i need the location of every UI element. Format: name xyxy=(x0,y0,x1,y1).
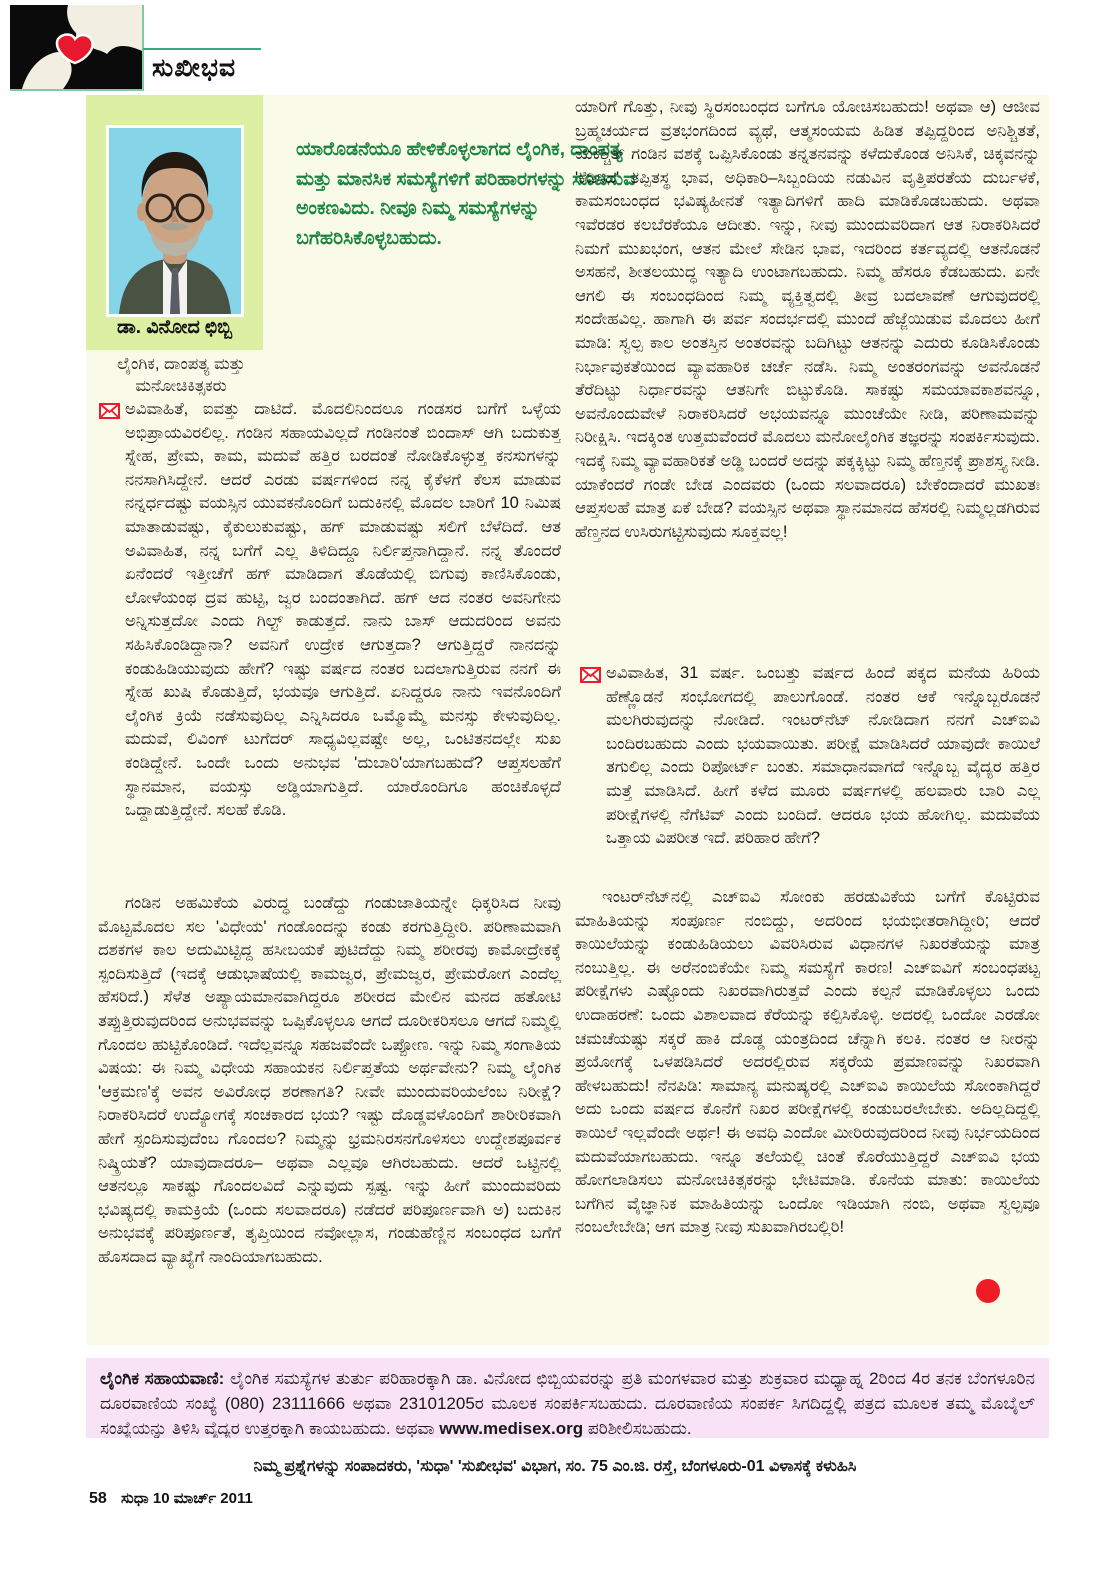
kiss-silhouette-icon xyxy=(10,5,142,89)
helpline-box xyxy=(86,1358,1049,1438)
kissing-couple-heart-art xyxy=(10,5,144,91)
answer-1-part-2: ಯಾರಿಗೆ ಗೊತ್ತು, ನೀವು ಸ್ಥಿರಸಂಬಂಧದ ಬಗೆಗೂ ಯೋಚಿಸಬಹುದು! ಅಥವಾ ಆ) ಆಜೀವ ಬ್ರಹ್ಮಚರ್ಯದ ವ್ರತಭಂಗದಿಂದ ವ್ಯಥೆ, ಆತ್ಮಸಂಯಮ ಹಿಡಿತ ತಪ್ಪಿದ್ದರಿಂದ ಅನಿಶ್ಚಿತತೆ, ಯಕಶ್ಚಿತ್ ಗಂಡಿನ ವಶಕ್ಕೆ ಒಪ್ಪಿಸಿಕೊಂಡು ತನ್ನತನವನ್ನು ಕಳೆದುಕೊಂಡ ಅನಿಸಿಕೆ, ಚಿಕ್ಕವನನ್ನು 'ಕೆಡಿಸಿದ' ತಪ್ಪಿತಸ್ಥ ಭಾವ, ಅಧಿಕಾರಿ–ಸಿಬ್ಬಂದಿಯ ನಡುವಿನ ವೃತ್ತಿಪರತೆಯ ದುರ್ಬಳಕೆ, ಕಾಮಸಂಬಂಧದ ಭವಿಷ್ಯಹೀನತೆ ಇತ್ಯಾದಿಗಳಿಗೆ ಹಾದಿ ಮಾಡಿಕೊಡಬಹುದು. ಅಥವಾ ಇವೆರಡರ ಕಲಬೆರಕೆಯೂ ಆದೀತು. ಇನ್ನು, ನೀವು ಮುಂದುವರಿದಾಗ ಆತ ನಿರಾಕರಿಸಿದರೆ ನಿಮಗೆ ಮುಖಭಂಗ, ಆತನ ಮೇಲೆ ಸೇಡಿನ ಭಾವ, ಇದರಿಂದ ಕರ್ತವ್ಯದಲ್ಲಿ ಆತನೊಡನೆ ಅಸಹನೆ, ಶೀತಲಯುದ್ಧ ಇತ್ಯಾದಿ ಉಂಟಾಗಬಹುದು. ನಿಮ್ಮ ಹೆಸರೂ ಕೆಡಬಹುದು. ಏನೇ ಆಗಲಿ ಈ ಸಂಬಂಧದಿಂದ ನಿಮ್ಮ ವ್ಯಕ್ತಿತ್ವದಲ್ಲಿ ತೀವ್ರ ಬದಲಾವಣೆ ಆಗುವುದರಲ್ಲಿ ಸಂದೇಹವಿಲ್ಲ. ಹಾಗಾಗಿ ಈ ಪರ್ವ ಸಂದರ್ಭದಲ್ಲಿ ಮುಂದೆ ಹೆಜ್ಜೆಯಿಡುವ ಮೊದಲು ಹೀಗೆ ಮಾಡಿ: ಸ್ವಲ್ಪ ಕಾಲ ಅಂತಸ್ತಿನ ಅಂತರವನ್ನು ಬದಿಗಿಟ್ಟು ಆತನನ್ನು ಎದುರು ಕೂಡಿಸಿಕೊಂಡು ನಿರ್ಭಾವುಕತೆಯಿಂದ ವ್ಯಾವಹಾರಿಕ ಚರ್ಚೆ ನಡೆಸಿ. ನಿಮ್ಮ ಅಂತರಂಗವನ್ನು ಅವನೊಡನೆ ತೆರೆದಿಟ್ಟು ನಿರ್ಧಾರವನ್ನು ಆತನಿಗೇ ಬಿಟ್ಟುಕೊಡಿ. ಸಾಕಷ್ಟು ಸಮಯಾವಕಾಶವನ್ನೂ, ಅವನೊಂದುವೇಳೆ ನಿರಾಕರಿಸಿದರೆ ಅಭಯವನ್ನೂ ಮುಂಚೆಯೇ ನೀಡಿ, ಪರಿಣಾಮವನ್ನು ನಿರೀಕ್ಷಿಸಿ. ಇದಕ್ಕಿಂತ ಉತ್ತಮವೆಂದರೆ ಮೊದಲು ಮನೋಲೈಂಗಿಕ ತಜ್ಞರನ್ನು ಸಂಪರ್ಕಿಸುವುದು. ಇದಕ್ಕೆ ನಿಮ್ಮ ವ್ಯಾವಹಾರಿಕತೆ ಅಡ್ಡಿ ಬಂದರೆ ಅದನ್ನು ಪಕ್ಕಕ್ಕಿಟ್ಟು ನಿಮ್ಮ ಹೆಣ್ತನಕ್ಕೆ ಪ್ರಾಶಸ್ತ್ಯ ನೀಡಿ. ಯಾಕೆಂದರೆ ಗಂಡೇ ಬೇಡ ಎಂದವರು (ಒಂದು ಸಲವಾದರೂ) ಬೇಕೆಂದಾದರೆ ಮುಖತಃ ಆಪ್ತಸಲಹೆ ಮಾತ್ರ ಏಕೆ ಬೇಡ? ವಯಸ್ಸಿನ ಅಥವಾ ಸ್ಥಾನಮಾನದ ಹೆಸರಲ್ಲಿ ನಿಮ್ಮಲ್ಲಡಗಿರುವ ಹೆಣ್ತನದ ಉಸಿರುಗಟ್ಟಿಸುವುದು ಸೂಕ್ತವಲ್ಲ! xyxy=(575,98,1040,541)
author-credentials-line2: ಮನೋಚಿಕಿತ್ಸಕರು xyxy=(135,377,227,395)
helpline-url: www.medisex.org xyxy=(439,1419,584,1438)
page-title: ಸುಖೀಭವ xyxy=(152,54,237,82)
author-credentials xyxy=(86,353,276,397)
helpline-text: ಲೈಂಗಿಕ ಸಮಸ್ಯೆಗಳ ತುರ್ತು ಪರಿಹಾರಕ್ಕಾಗಿ ಡಾ. ವಿನೋದ ಛಿಬ್ಬಿಯವರನ್ನು ಪ್ರತಿ ಮಂಗಳವಾರ ಮತ್ತು ಶುಕ್ರವಾರ ಮಧ್ಯಾಹ್ನ 2ರಿಂದ 4ರ ತನಕ ಬೆಂಗಳೂರಿನ ದೂರವಾಣಿಯ ಸಂಖ್ಯೆ (080) 23111666 ಅಥವಾ 23101205ರ ಮೂಲಕ ಸಂಪರ್ಕಿಸಬಹುದು. ದೂರವಾಣಿಯ ಸಂಪರ್ಕ ಸಿಗದಿದ್ದಲ್ಲಿ ಪತ್ರದ ಮೂಲಕ ತಮ್ಮ ಮೊಬೈಲ್ ಸಂಖ್ಯೆಯನ್ನು ತಿಳಿಸಿ ವೈದ್ಯರ ಉತ್ತರಕ್ಕಾಗಿ ಕಾಯಬಹುದು. ಅಥವಾ xyxy=(100,1369,1035,1438)
author-photo-box xyxy=(86,95,263,350)
article-end-red-dot xyxy=(976,1279,1000,1303)
portrait-illustration xyxy=(109,128,241,314)
title-rule xyxy=(143,48,261,50)
author-name: ಡಾ. ವಿನೋದ ಛಿಬ್ಬಿ xyxy=(116,317,233,338)
column-intro-text: ಯಾರೊಡನೆಯೂ ಹೇಳಿಕೊಳ್ಳಲಾಗದ ಲೈಂಗಿಕ, ದಾಂಪತ್ಯ ಮತ್ತು ಮಾನಸಿಕ ಸಮಸ್ಯೆಗಳಿಗೆ ಪರಿಹಾರಗಳನ್ನು ಸೂಚಿಸುವ ಅಂಕಣವಿದು. ನೀವೂ ನಿಮ್ಮ ಸಮಸ್ಯೆಗಳನ್ನು ಬಗೆಹರಿಸಿಕೊಳ್ಳಬಹುದು. xyxy=(296,139,636,249)
page-footer xyxy=(89,1490,253,1508)
helpline-text-after: ಪರಿಶೀಲಿಸಬಹುದು. xyxy=(587,1419,692,1438)
question-1: ಅವಿವಾಹಿತೆ, ಐವತ್ತು ದಾಟಿದೆ. ಮೊದಲಿನಿಂದಲೂ ಗಂಡಸರ ಬಗೆಗೆ ಒಳ್ಳೆಯ ಅಭಿಪ್ರಾಯವಿರಲಿಲ್ಲ. ಗಂಡಿನ ಸಹಾಯವಿಲ್ಲದೆ ಗಂಡಿನಂತೆ ಬಿಂದಾಸ್ ಆಗಿ ಬದುಕುತ್ತ ಸ್ನೇಹ, ಪ್ರೇಮ, ಕಾಮ, ಮದುವೆ ಹತ್ತಿರ ಬರದಂತೆ ನೋಡಿಕೊಳ್ಳುತ್ತ ಕನಸುಗಳನ್ನು ನನಸಾಗಿಸಿದ್ದೇನೆ. ಆದರೆ ಎರಡು ವರ್ಷಗಳಿಂದ ನನ್ನ ಕೈಕೆಳಗೆ ಕೆಲಸ ಮಾಡುವ ನನ್ನರ್ಧದಷ್ಟು ವಯಸ್ಸಿನ ಯುವಕನೊಂದಿಗೆ ಬದುಕಿನಲ್ಲಿ ಮೊದಲ ಬಾರಿಗೆ 10 ನಿಮಿಷ ಮಾತಾಡುವಷ್ಟು, ಕೈಕುಲುಕುವಷ್ಟು, ಹಗ್ ಮಾಡುವಷ್ಟು ಸಲಿಗೆ ಬೆಳೆದಿದೆ. ಆತ ಅವಿವಾಹಿತ, ನನ್ನ ಬಗೆಗೆ ಎಲ್ಲ ತಿಳಿದಿದ್ದೂ ನಿರ್ಲಿಪ್ತನಾಗಿದ್ದಾನೆ. ನನ್ನ ತೊಂದರೆ ಏನೆಂದರೆ ಇತ್ತೀಚೆಗೆ ಹಗ್ ಮಾಡಿದಾಗ ತೊಡೆಯಲ್ಲಿ ಬಿಗುವು ಕಾಣಿಸಿಕೊಂಡು, ಲೋಳೆಯಂಥ ದ್ರವ ಹುಟ್ಟಿ, ಜ್ವರ ಬಂದಂತಾಗಿದೆ. ಹಗ್ ಆದ ನಂತರ ಅವನಿಗೇನು ಅನ್ನಿಸುತ್ತದೋ ಎಂದು ಗಿಲ್ಟ್ ಕಾಡುತ್ತದೆ. ನಾನು ಬಾಸ್ ಆದುದರಿಂದ ಅವನು ಸಹಿಸಿಕೊಂಡಿದ್ದಾನಾ? ಅವನಿಗೆ ಉದ್ರೇಕ ಆಗುತ್ತದಾ? ಆಗುತ್ತಿದ್ದರೆ ನಾನದನ್ನು ಕಂಡುಹಿಡಿಯುವುದು ಹೇಗೆ? ಇಷ್ಟು ವರ್ಷದ ನಂತರ ಬದಲಾಗುತ್ತಿರುವ ನನಗೆ ಈ ಸ್ನೇಹ ಖುಷಿ ಕೊಡುತ್ತಿದೆ, ಭಯವೂ ಆಗುತ್ತಿದೆ. ಏನಿದ್ದರೂ ನಾನು ಇವನೊಂದಿಗೆ ಲೈಂಗಿಕ ಕ್ರಿಯೆ ನಡೆಸುವುದಿಲ್ಲ ಎನ್ನಿಸಿದರೂ ಒಮ್ಮೊಮ್ಮೆ ಮನಸ್ಸು ಕೇಳುವುದಿಲ್ಲ. ಮದುವೆ, ಲಿವಿಂಗ್ ಟುಗೆದರ್ ಸಾಧ್ಯವಿಲ್ಲವಷ್ಟೇ ಅಲ್ಲ, ಒಂಟಿತನದಲ್ಲೇ ಸುಖ ಕಂಡಿದ್ದೇನೆ. ಒಂದೇ ಒಂದು ಅನುಭವ 'ದುಬಾರಿ'ಯಾಗಬಹುದೆ? ಆಪ್ತಸಲಹೆಗೆ ಸ್ಥಾನಮಾನ, ವಯಸ್ಸು ಅಡ್ಡಿಯಾಗುತ್ತಿದೆ. ಯಾರೊಂದಿಗೂ ಹಂಚಿಕೊಳ್ಳದೆ ಒದ್ದಾಡುತ್ತಿದ್ದೇನೆ. ಸಲಹೆ ಕೊಡಿ. xyxy=(125,400,561,820)
article-body xyxy=(86,95,1049,1345)
editor-address-line: ನಿಮ್ಮ ಪ್ರಶ್ನೆಗಳನ್ನು ಸಂಪಾದಕರು, 'ಸುಧಾ' 'ಸುಖೀಭವ' ವಿಭಾಗ, ಸಂ. 75 ಎಂ.ಜಿ. ರಸ್ತೆ, ಬೆಂಗಳೂರು-01 ವಿಳಾಸಕ್ಕೆ ಕಳುಹಿಸಿ xyxy=(253,1458,857,1475)
answer-2: ಇಂಟರ್‌ನೆಟ್‌ನಲ್ಲಿ ಎಚ್‌ಐವಿ ಸೋಂಕು ಹರಡುವಿಕೆಯ ಬಗೆಗೆ ಕೊಟ್ಟಿರುವ ಮಾಹಿತಿಯನ್ನು ಸಂಪೂರ್ಣ ನಂಬಿದ್ದು, ಅದರಿಂದ ಭಯಭೀತರಾಗಿದ್ದೀರಿ; ಆದರೆ ಕಾಯಿಲೆಯನ್ನು ಕಂಡುಹಿಡಿಯಲು ವಿವರಿಸಿರುವ ವಿಧಾನಗಳ ನಿಖರತೆಯನ್ನು ಮಾತ್ರ ನಂಬುತ್ತಿಲ್ಲ. ಈ ಅರೆನಂಬಿಕೆಯೇ ನಿಮ್ಮ ಸಮಸ್ಯೆಗೆ ಕಾರಣ! ಎಚ್‌ಐವಿಗೆ ಸಂಬಂಧಪಟ್ಟ ಪರೀಕ್ಷೆಗಳು ಎಷ್ಟೊಂದು ನಿಖರವಾಗಿರುತ್ತವೆ ಎಂದು ಕಲ್ಪನೆ ಮಾಡಿಕೊಳ್ಳಲು ಒಂದು ಉದಾಹರಣೆ: ಒಂದು ವಿಶಾಲವಾದ ಕೆರೆಯನ್ನು ಕಲ್ಪಿಸಿಕೊಳ್ಳಿ. ಅದರಲ್ಲಿ ಒಂದೋ ಎರಡೋ ಚಮಚೆಯಷ್ಟು ಸಕ್ಕರೆ ಹಾಕಿ ದೊಡ್ಡ ಯಂತ್ರದಿಂದ ಚೆನ್ನಾಗಿ ಕಲಕಿ. ನಂತರ ಆ ನೀರನ್ನು ಪ್ರಯೋಗಕ್ಕೆ ಒಳಪಡಿಸಿದರೆ ಅದರಲ್ಲಿರುವ ಸಕ್ಕರೆಯ ಪ್ರಮಾಣವನ್ನು ನಿಖರವಾಗಿ ಹೇಳಬಹುದು! ನೆನಪಿಡಿ: ಸಾಮಾನ್ಯ ಮನುಷ್ಯರಲ್ಲಿ ಎಚ್‌ಐವಿ ಕಾಯಿಲೆಯ ಸೋಂಕಾಗಿದ್ದರೆ ಅದು ಒಂದು ವರ್ಷದ ಕೊನೆಗೆ ನಿಖರ ಪರೀಕ್ಷೆಗಳಲ್ಲಿ ಕಂಡುಬರಲೇಬೇಕು. ಅದಿಲ್ಲದಿದ್ದಲ್ಲಿ ಕಾಯಿಲೆ ಇಲ್ಲವೆಂದೇ ಅರ್ಥ! ಈ ಅವಧಿ ಎಂದೋ ಮೀರಿರುವುದರಿಂದ ನೀವು ನಿರ್ಭಯದಿಂದ ಮದುವೆಯಾಗಬಹುದು. ಇನ್ನೂ ತಲೆಯಲ್ಲಿ ಚಿಂತೆ ಕೊರೆಯುತ್ತಿದ್ದರೆ ಎಚ್‌ಐವಿ ಭಯ ಹೋಗಲಾಡಿಸಲು ಮನೋಚಿಕಿತ್ಸಕರನ್ನು ಭೇಟಿಮಾಡಿ. ಕೊನೆಯ ಮಾತು: ಕಾಯಿಲೆಯ ಬಗೆಗಿನ ವೈಜ್ಞಾನಿಕ ಮಾಹಿತಿಯನ್ನು ಒಂದೋ ಇಡಿಯಾಗಿ ನಂಬಿ, ಅಥವಾ ಸ್ವಲ್ಪವೂ ನಂಬಲೇಬೇಡಿ; ಆಗ ಮಾತ್ರ ನೀವು ಸುಖವಾಗಿರಬಲ್ಲಿರಿ! xyxy=(575,888,1040,1237)
page-number: 58 xyxy=(89,1490,107,1507)
question-2: ಅವಿವಾಹಿತ, 31 ವರ್ಷ. ಒಂಬತ್ತು ವರ್ಷದ ಹಿಂದೆ ಪಕ್ಕದ ಮನೆಯ ಹಿರಿಯ ಹೆಣ್ಣೊಡನೆ ಸಂಭೋಗದಲ್ಲಿ ಪಾಲುಗೊಂಡೆ. ನಂತರ ಆಕೆ ಇನ್ನೊಬ್ಬರೊಡನೆ ಮಲಗಿರುವುದನ್ನು ನೋಡಿದೆ. ಇಂಟರ್‌ನೆಟ್ ನೋಡಿದಾಗ ನನಗೆ ಎಚ್‌ಐವಿ ಬಂದಿರಬಹುದು ಎಂದು ಭಯವಾಯಿತು. ಪರೀಕ್ಷೆ ಮಾಡಿಸಿದರೆ ಯಾವುದೇ ಕಾಯಿಲೆ ತಗುಲಿಲ್ಲ ಎಂದು ರಿಪೋರ್ಟ್ ಬಂತು. ಸಮಾಧಾನವಾಗದೆ ಇನ್ನೊಬ್ಬ ವೈದ್ಯರ ಹತ್ತಿರ ಮತ್ತೆ ಮಾಡಿಸಿದೆ. ಹೀಗೆ ಕಳೆದ ಮೂರು ವರ್ಷಗಳಲ್ಲಿ ಹಲವಾರು ಬಾರಿ ಎಲ್ಲ ಪರೀಕ್ಷೆಗಳಲ್ಲಿ ನೆಗೆಟಿವ್ ಎಂದು ಬಂದಿದೆ. ಆದರೂ ಭಯ ಹೋಗಿಲ್ಲ. ಮದುವೆಯ ಒತ್ತಾಯ ವಿಪರೀತ ಇದೆ. ಪರಿಹಾರ ಹೇಗೆ? xyxy=(606,664,1040,848)
answer-1-part-1: ಗಂಡಿನ ಅಹಮಿಕೆಯ ವಿರುದ್ಧ ಬಂಡೆದ್ದು ಗಂಡುಜಾತಿಯನ್ನೇ ಧಿಕ್ಕರಿಸಿದ ನೀವು ಮೊಟ್ಟಮೊದಲ ಸಲ 'ವಿಧೇಯ' ಗಂಡೊಂದನ್ನು ಕಂಡು ಕರಗುತ್ತಿದ್ದೀರಿ. ಪರಿಣಾಮವಾಗಿ ದಶಕಗಳ ಕಾಲ ಅದುಮಿಟ್ಟಿದ್ದ ಹಸೀಬಯಕೆ ಪುಟಿದೆದ್ದು ನಿಮ್ಮ ಶರೀರವು ಕಾಮೋದ್ರೇಕಕ್ಕೆ ಸ್ಪಂದಿಸುತ್ತಿದೆ (ಇದಕ್ಕೆ ಆಡುಭಾಷೆಯಲ್ಲಿ ಕಾಮಜ್ವರ, ಪ್ರೇಮಜ್ವರ, ಪ್ರೇಮರೋಗ ಎಂದೆಲ್ಲ ಹೆಸರಿದೆ.) ಸೆಳೆತ ಅಪ್ಯಾಯಮಾನವಾಗಿದ್ದರೂ ಶರೀರದ ಮೇಲಿನ ಮನದ ಹತೋಟಿ ತಪ್ಪುತ್ತಿರುವುದರಿಂದ ಅನುಭವವನ್ನು ಒಪ್ಪಿಕೊಳ್ಳಲೂ ಆಗದೆ ದೂರೀಕರಿಸಲೂ ಆಗದೆ ನಿಮ್ಮಲ್ಲಿ ಗೊಂದಲ ಹುಟ್ಟಿಕೊಂಡಿದೆ. ಇದೆಲ್ಲವನ್ನೂ ಸಹಜವೆಂದೇ ಒಪ್ಪೋಣ. ಇನ್ನು ನಿಮ್ಮ ಸಂಗಾತಿಯ ವಿಷಯ: ಈ ನಿಮ್ಮ ವಿಧೇಯ ಸಹಾಯಕನ ನಿರ್ಲಿಪ್ತತೆಯ ಅರ್ಥವೇನು? ನಿಮ್ಮ ಲೈಂಗಿಕ 'ಆಕ್ರಮಣ'ಕ್ಕೆ ಅವನ ಅವಿರೋಧ ಶರಣಾಗತಿ? ನೀವೇ ಮುಂದುವರಿಯಲೆಂಬ ನಿರೀಕ್ಷೆ? ನಿರಾಕರಿಸಿದರೆ ಉದ್ಯೋಗಕ್ಕೆ ಸಂಚಕಾರದ ಭಯ? ಇಷ್ಟು ದೊಡ್ಡವಳೊಂದಿಗೆ ಶಾರೀರಿಕವಾಗಿ ಹೇಗೆ ಸ್ಪಂದಿಸುವುದೆಂಬ ಗೊಂದಲ? ನಿಮ್ಮನ್ನು ಭ್ರಮನಿರಸನಗೊಳಿಸಲು ಉದ್ದೇಶಪೂರ್ವಕ ನಿಷ್ಕ್ರಿಯತೆ? ಯಾವುದಾದರೂ– ಅಥವಾ ಎಲ್ಲವೂ ಆಗಿರಬಹುದು. ಆದರೆ ಒಟ್ಟಿನಲ್ಲಿ ಆತನಲ್ಲೂ ಸಾಕಷ್ಟು ಗೊಂದಲವಿದೆ ಎನ್ನುವುದು ಸ್ಪಷ್ಟ. ಇನ್ನು ಹೀಗೆ ಮುಂದುವರಿದು ಭವಿಷ್ಯದಲ್ಲಿ ಕಾಮಕ್ರಿಯೆ (ಒಂದು ಸಲವಾದರೂ) ನಡೆದರೆ ಪರಿಪೂರ್ಣವಾಗಿ ಅ) ಬದುಕಿನ ಅನುಭವಕ್ಕೆ ಪರಿಪೂರ್ಣತೆ, ತೃಪ್ತಿಯಿಂದ ನವೋಲ್ಲಾಸ, ಗಂಡುಹೆಣ್ಣಿನ ಸಂಬಂಧದ ಬಗೆಗೆ ಹೊಸದಾದ ವ್ಯಾಖ್ಯೆಗೆ ನಾಂದಿಯಾಗಬಹುದು. xyxy=(98,894,561,1266)
helpline-label: ಲೈಂಗಿಕ ಸಹಾಯವಾಣಿ: xyxy=(100,1369,225,1388)
author-credentials-line1: ಲೈಂಗಿಕ, ದಾಂಪತ್ಯ ಮತ್ತು xyxy=(116,355,246,373)
issue-date: ಸುಧಾ 10 ಮಾರ್ಚ್ 2011 xyxy=(120,1490,253,1507)
author-photo xyxy=(106,125,244,317)
